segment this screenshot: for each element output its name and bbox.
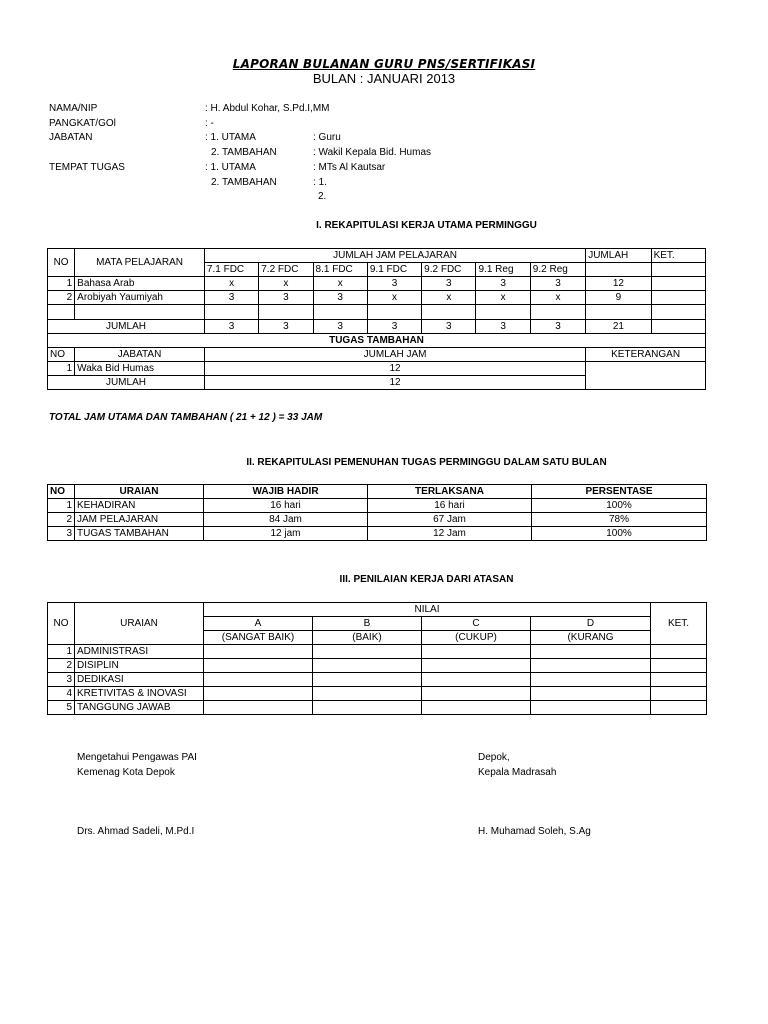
- row-uraian: ADMINISTRASI: [75, 645, 204, 659]
- penilaian-table: [47, 602, 707, 715]
- row-no: 3: [48, 673, 75, 687]
- row-val: x: [313, 277, 367, 291]
- row-val: 3: [259, 291, 313, 305]
- total-val: 3: [259, 320, 313, 334]
- sig-right-name: H. Muhamad Soleh, S.Ag: [478, 826, 591, 837]
- total-jumlah: 21: [586, 320, 651, 334]
- section3-title: III. PENILAIAN KERJA DARI ATASAN: [339, 574, 514, 585]
- row-no: 2: [48, 291, 75, 305]
- row-no: 5: [48, 701, 75, 715]
- row-wajib: 12 jam: [204, 527, 368, 541]
- row-val: 3: [313, 291, 367, 305]
- jabatan-utama: : 1. UTAMA: [205, 132, 256, 143]
- rekap-kerja-table: [47, 248, 706, 390]
- section1-title: I. REKAPITULASI KERJA UTAMA PERMINGGU: [316, 220, 537, 231]
- row-val: x: [259, 277, 313, 291]
- col-mapel-header: MATA PELAJARAN: [75, 249, 205, 277]
- table-row: [48, 645, 707, 659]
- row-uraian: DEDIKASI: [75, 673, 204, 687]
- row-wajib: 84 Jam: [204, 513, 368, 527]
- table-row: [48, 673, 707, 687]
- row-uraian: JAM PELAJARAN: [75, 513, 204, 527]
- grade-desc: (CUKUP): [422, 631, 531, 645]
- row-persen: 100%: [532, 499, 707, 513]
- pangkat-label: PANGKAT/GOl: [49, 118, 116, 129]
- row-terlaksana: 67 Jam: [368, 513, 532, 527]
- tempat-tambahan: 2. TAMBAHAN: [211, 177, 277, 188]
- section2-title: II. REKAPITULASI PEMENUHAN TUGAS PERMINGGU DALAM SATU BULAN: [246, 457, 607, 468]
- col-no-header: NO: [48, 249, 75, 277]
- row-no: 4: [48, 687, 75, 701]
- class-header: 8.1 FDC: [313, 263, 367, 277]
- row-val: 3: [204, 291, 258, 305]
- tempat-tambahan-value2: 2.: [318, 191, 327, 202]
- grade-letter: B: [313, 617, 422, 631]
- empty-row: [48, 305, 706, 320]
- tugas-total-jam: 12: [204, 376, 585, 390]
- tugas-col-jabatan: JABATAN: [75, 348, 205, 362]
- tugas-col-no: NO: [48, 348, 75, 362]
- col-jumlah-header: JUMLAH: [586, 249, 651, 263]
- row-val: x: [476, 291, 530, 305]
- total-hours-line: TOTAL JAM UTAMA DAN TAMBAHAN ( 21 + 12 ) = 33 JAM: [49, 412, 323, 423]
- s2-col-wajib: WAJIB HADIR: [204, 485, 368, 499]
- sig-right-line1: Depok,: [478, 752, 510, 763]
- total-val: 3: [422, 320, 476, 334]
- jabatan-tambahan: 2. TAMBAHAN: [211, 147, 277, 158]
- col-jjp-header: JUMLAH JAM PELAJARAN: [204, 249, 585, 263]
- jabatan-tambahan-value: : Wakil Kepala Bid. Humas: [313, 147, 432, 158]
- table-row: [48, 701, 707, 715]
- row-val: x: [367, 291, 421, 305]
- tempat-tambahan-value: : 1.: [313, 177, 327, 188]
- table-row: [48, 527, 707, 541]
- table-row: [48, 362, 706, 376]
- table-row: [48, 659, 707, 673]
- row-no: 1: [48, 499, 75, 513]
- sig-left-line1: Mengetahui Pengawas PAI: [77, 752, 197, 763]
- tugas-total-label: JUMLAH: [48, 376, 205, 390]
- total-row: [48, 320, 706, 334]
- table-row: [48, 499, 707, 513]
- table-row: [48, 513, 707, 527]
- tugas-col-ket: KETERANGAN: [586, 348, 706, 362]
- row-no: 1: [48, 277, 75, 291]
- tugas-col-jam: JUMLAH JAM: [204, 348, 585, 362]
- table-row: [48, 291, 706, 305]
- grade-desc: (SANGAT BAIK): [204, 631, 313, 645]
- grade-letter: C: [422, 617, 531, 631]
- row-no: 3: [48, 527, 75, 541]
- tempat-utama-value: : MTs Al Kautsar: [313, 162, 386, 173]
- tugas-tambahan-title: TUGAS TAMBAHAN: [48, 334, 706, 348]
- row-no: 2: [48, 659, 75, 673]
- sig-right-line2: Kepala Madrasah: [478, 767, 557, 778]
- tugas-row-jabatan: Waka Bid Humas: [75, 362, 205, 376]
- row-mapel: Bahasa Arab: [75, 277, 205, 291]
- total-val: 3: [367, 320, 421, 334]
- nama-label: NAMA/NIP: [49, 103, 98, 114]
- row-terlaksana: 16 hari: [368, 499, 532, 513]
- s2-col-terlaksana: TERLAKSANA: [368, 485, 532, 499]
- report-month: BULAN : JANUARI 2013: [312, 71, 456, 86]
- class-header: 7.1 FDC: [204, 263, 258, 277]
- s3-col-uraian: URAIAN: [75, 603, 204, 645]
- class-header: 9.1 FDC: [367, 263, 421, 277]
- row-terlaksana: 12 Jam: [368, 527, 532, 541]
- class-header: 7.2 FDC: [259, 263, 313, 277]
- row-mapel: Arobiyah Yaumiyah: [75, 291, 205, 305]
- col-ket-header: KET.: [651, 249, 705, 263]
- total-label: JUMLAH: [48, 320, 205, 334]
- row-no: 2: [48, 513, 75, 527]
- row-persen: 78%: [532, 513, 707, 527]
- row-val: x: [422, 291, 476, 305]
- grade-desc: (BAIK): [313, 631, 422, 645]
- row-persen: 100%: [532, 527, 707, 541]
- grade-desc: (KURANG: [531, 631, 651, 645]
- tempat-utama: : 1. UTAMA: [205, 162, 256, 173]
- s3-col-no: NO: [48, 603, 75, 645]
- row-uraian: DISIPLIN: [75, 659, 204, 673]
- nama-value: : H. Abdul Kohar, S.Pd.I,MM: [205, 103, 330, 114]
- total-val: 3: [530, 320, 585, 334]
- row-val: x: [530, 291, 585, 305]
- row-wajib: 16 hari: [204, 499, 368, 513]
- class-header: 9.2 FDC: [422, 263, 476, 277]
- jabatan-label: JABATAN: [49, 132, 93, 143]
- sig-left-line2: Kemenag Kota Depok: [77, 767, 175, 778]
- total-val: 3: [313, 320, 367, 334]
- report-title: LAPORAN BULANAN GURU PNS/SERTIFIKASI: [232, 57, 536, 71]
- row-uraian: TANGGUNG JAWAB: [75, 701, 204, 715]
- row-no: 1: [48, 645, 75, 659]
- total-val: 3: [476, 320, 530, 334]
- s2-col-no: NO: [48, 485, 75, 499]
- row-val: 3: [367, 277, 421, 291]
- grade-letter: A: [204, 617, 313, 631]
- row-val: 3: [476, 277, 530, 291]
- class-header: 9.1 Reg: [476, 263, 530, 277]
- s3-col-ket: KET.: [651, 603, 707, 645]
- row-jumlah: 9: [586, 291, 651, 305]
- class-header: 9.2 Reg: [530, 263, 585, 277]
- row-val: 3: [530, 277, 585, 291]
- row-uraian: KEHADIRAN: [75, 499, 204, 513]
- row-jumlah: 12: [586, 277, 651, 291]
- pangkat-value: : -: [205, 118, 214, 129]
- row-uraian: KRETIVITAS & INOVASI: [75, 687, 204, 701]
- total-val: 3: [204, 320, 258, 334]
- grade-letter: D: [531, 617, 651, 631]
- tempat-label: TEMPAT TUGAS: [49, 162, 125, 173]
- row-val: x: [204, 277, 258, 291]
- table-row: [48, 277, 706, 291]
- s2-col-uraian: URAIAN: [75, 485, 204, 499]
- jabatan-utama-value: : Guru: [313, 132, 341, 143]
- rekap-pemenuhan-table: [47, 484, 707, 541]
- tugas-row-jam: 12: [204, 362, 585, 376]
- s3-col-nilai: NILAI: [204, 603, 651, 617]
- table-row: [48, 687, 707, 701]
- sig-left-name: Drs. Ahmad Sadeli, M.Pd.I: [77, 826, 195, 837]
- row-uraian: TUGAS TAMBAHAN: [75, 527, 204, 541]
- row-val: 3: [422, 277, 476, 291]
- s2-col-persentase: PERSENTASE: [532, 485, 707, 499]
- tugas-row-no: 1: [48, 362, 75, 376]
